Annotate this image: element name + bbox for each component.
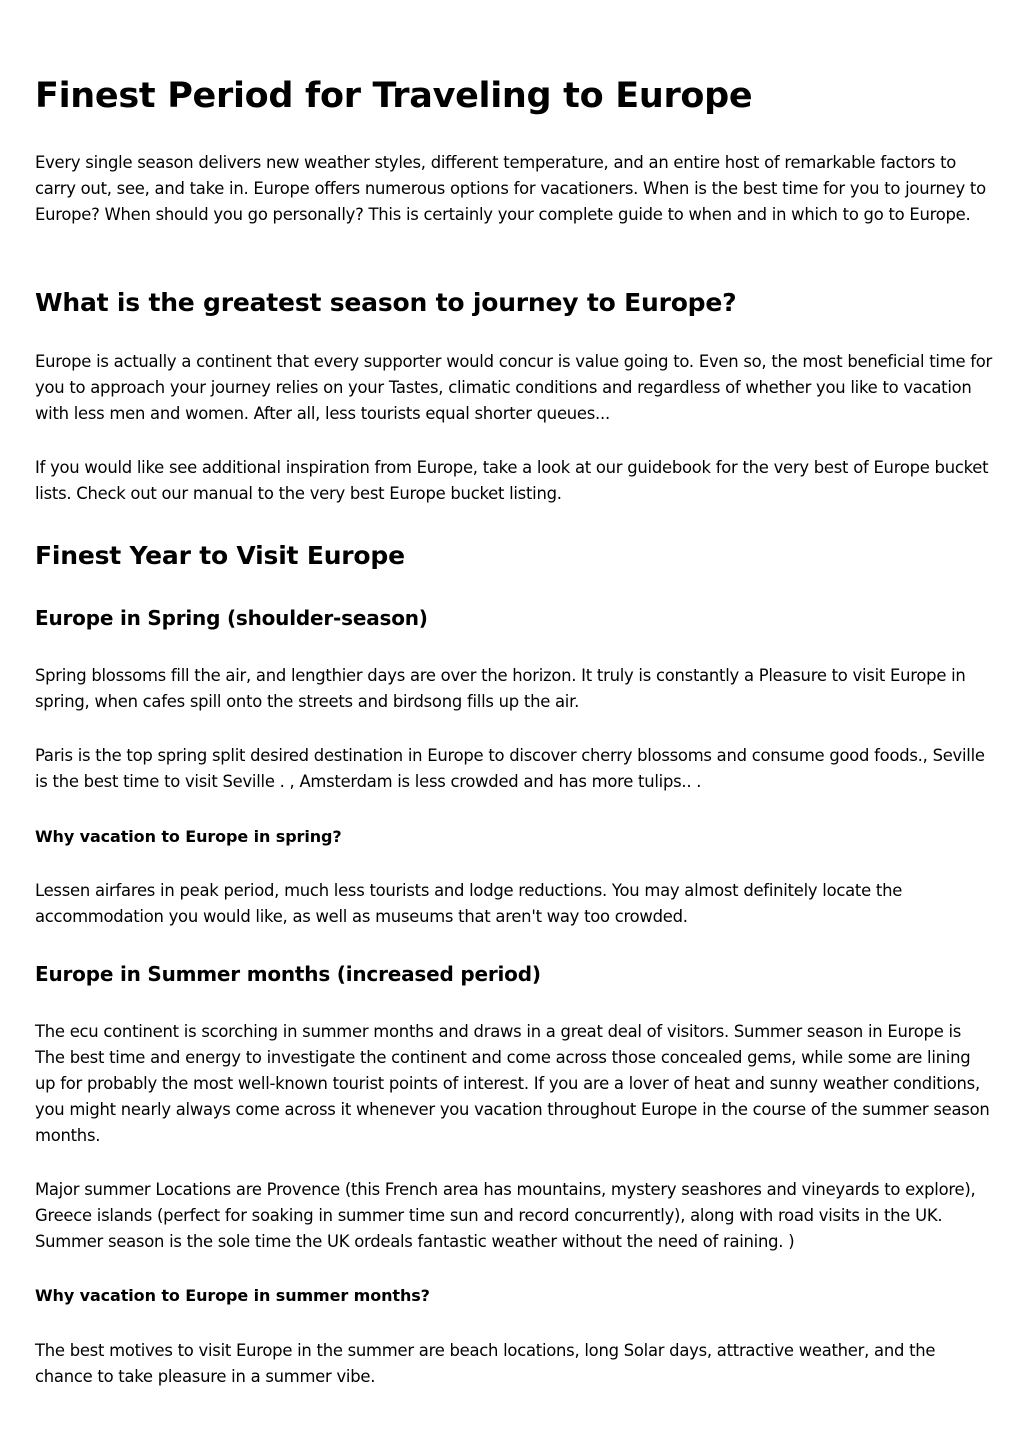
greatest-season-paragraph-2: If you would like see additional inspiration from Europe, take a look at our guidebook for the very best of Europe bucket lists. Check out our manual to the very best Europe bucket listing. — [35, 458, 989, 503]
why-summer-heading: Why vacation to Europe in summer months? — [35, 1286, 430, 1305]
section-heading-greatest-season: What is the greatest season to journey to Europe? — [35, 288, 737, 317]
section-heading-finest-year: Finest Year to Visit Europe — [35, 541, 405, 570]
intro-paragraph: Every single season delivers new weather styles, different temperature, and an entire host of remarkable factors to carry out, see, and take in. Europe offers numerous options for vacationers. When is the best time for you to journey to Europe? When should you go personally? This is certainly your complete guide to when and in which to go to Europe. — [35, 153, 986, 224]
why-summer-paragraph: The best motives to visit Europe in the summer are beach locations, long Solar days, attractive weather, and the chance to take pleasure in a summer vibe. — [35, 1341, 936, 1386]
summer-paragraph-2: Major summer Locations are Provence (this French area has mountains, mystery seashores and vineyards to explore), Greece islands (perfect for soaking in summer time sun and record concurrently), along with road visits in the UK. Summer season is the sole time the UK ordeals fantastic weather without the need of raining. ) — [35, 1180, 976, 1251]
spring-paragraph-1: Spring blossoms fill the air, and lengthier days are over the horizon. It truly is constantly a Pleasure to visit Europe in spring, when cafes spill onto the streets and birdsong fills up the air. — [35, 666, 966, 711]
summer-paragraph-1: The ecu continent is scorching in summer months and draws in a great deal of visitors. Summer season in Europe is The best time and energy to investigate the continent and come across those concealed gems, while some are lining up for probably the most well-known tourist points of interest. If you are a lover of heat and sunny weather conditions, you might nearly always come across it whenever you vacation throughout Europe in the course of the summer season months. — [35, 1022, 990, 1145]
subsection-heading-summer: Europe in Summer months (increased period) — [35, 962, 541, 986]
page-title: Finest Period for Traveling to Europe — [35, 76, 753, 116]
greatest-season-paragraph-1: Europe is actually a continent that every supporter would concur is value going to. Even so, the most beneficial time for you to approach your journey relies on your Tastes, climatic conditions and regardless of whether you like to vacation with less men and women. After all, less tourists equal shorter queues... — [35, 352, 993, 423]
why-spring-paragraph: Lessen airfares in peak period, much less tourists and lodge reductions. You may almost definitely locate the accommodation you would like, as well as museums that aren't way too crowded. — [35, 881, 903, 926]
spring-paragraph-2: Paris is the top spring split desired destination in Europe to discover cherry blossoms and consume good foods., Seville is the best time to visit Seville . , Amsterdam is less crowded and has more tulips.. . — [35, 746, 985, 791]
subsection-heading-spring: Europe in Spring (shoulder-season) — [35, 606, 428, 630]
why-spring-heading: Why vacation to Europe in spring? — [35, 827, 342, 846]
